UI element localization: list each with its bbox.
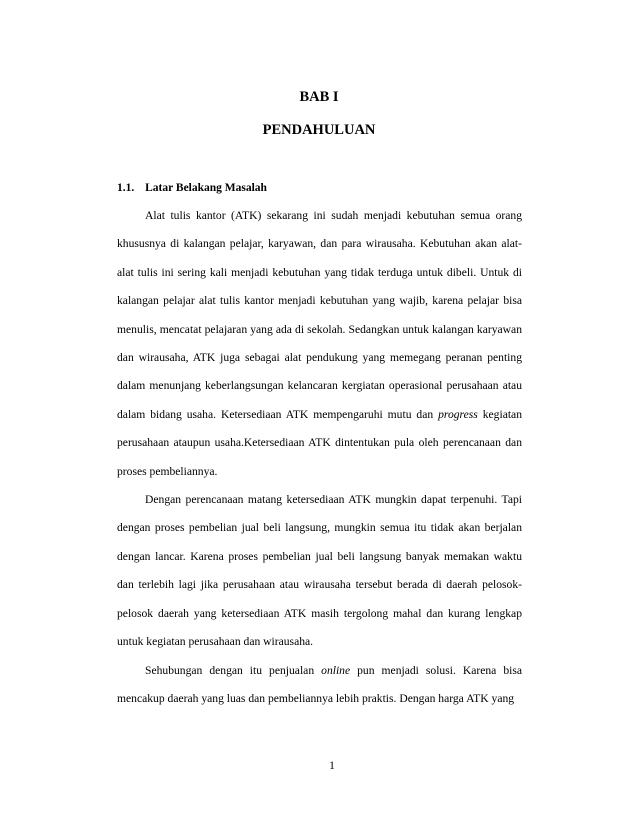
paragraph-1-text-2: kegiatan perusahaan ataupun usaha.Ketersediaan ATK dintentukan pula oleh perencanaan dan proses pembeliannya.: [117, 407, 523, 478]
paragraph-2: [117, 486, 522, 656]
section-heading: [117, 182, 267, 194]
paragraph-1-text-1: Alat tulis kantor (ATK) sekarang ini sudah menjadi kebutuhan semua orang khususnya di kalangan pelajar, karyawan, dan para wirausaha. Kebutuhan akan alat-alat tulis ini sering kali menjadi kebutuhan yang tidak terduga untuk dibeli. Untuk di kalangan pelajar alat tulis kantor menjadi kebutuhan yang wajib, karena pelajar bisa menulis, mencatat pelajaran yang ada di sekolah. Sedangkan untuk kalangan karyawan dan wirausaha, ATK juga sebagai alat pendukung yang memegang peranan penting dalam menunjang keberlangsungan kelancaran kergiatan operasional perusahaan atau dalam bidang usaha. Ketersediaan ATK mempengaruhi mutu dan: [117, 209, 522, 421]
paragraph-1-italic-term: progress: [438, 407, 478, 421]
section-title: Latar Belakang Masalah: [145, 182, 267, 194]
paragraph-3-text-2: pun menjadi solusi. Karena bisa mencakup daerah yang luas dan pembeliannya lebih praktis. Dengan harga ATK yang: [117, 663, 522, 705]
chapter-title: PENDAHULUAN: [262, 122, 376, 138]
chapter-heading: BAB I: [299, 89, 339, 105]
paragraph-3: [117, 657, 522, 714]
paragraph-3-italic-term: online: [321, 663, 351, 677]
paragraph-1: [117, 202, 522, 486]
page-number: 1: [329, 760, 335, 772]
paragraph-3-text-1: Sehubungan dengan itu penjualan: [145, 663, 322, 677]
section-number: 1.1.: [117, 182, 135, 194]
paragraph-2-text: Dengan perencanaan matang ketersediaan ATK mungkin dapat terpenuhi. Tapi dengan proses pembelian jual beli langsung, mungkin semua itu tidak akan berjalan dengan lancar. Karena proses pembelian jual beli langsung banyak memakan waktu dan terlebih lagi jika perusahaan atau wirausaha tersebut berada di daerah pelosok-pelosok daerah yang ketersediaan ATK masih tergolong mahal dan kurang lengkap untuk kegiatan perusahaan dan wirausaha.: [117, 493, 522, 649]
body-text: [117, 202, 522, 713]
